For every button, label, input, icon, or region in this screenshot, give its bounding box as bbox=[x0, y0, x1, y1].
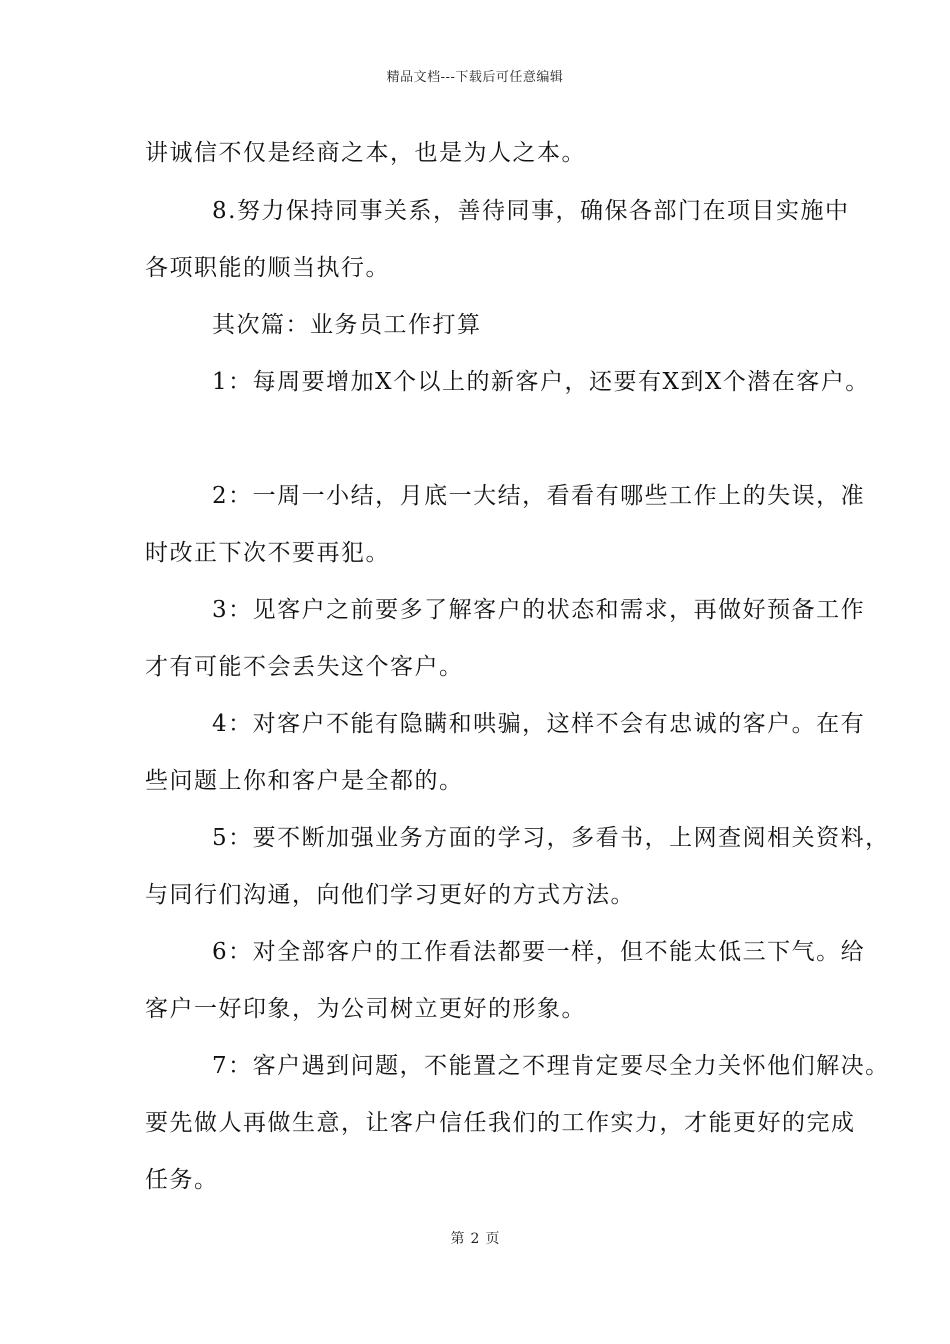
page-label-suffix: 页 bbox=[485, 1231, 500, 1247]
body-line: 客户一好印象，为公司树立更好的形象。 bbox=[145, 996, 586, 1022]
page-footer bbox=[0, 1228, 950, 1248]
body-line: 1：每周要增加X个以上的新客户，还要有X到X个潜在客户。 bbox=[212, 369, 870, 395]
body-line: 各项职能的顺当执行。 bbox=[145, 255, 390, 281]
body-line: 其次篇：业务员工作打算 bbox=[212, 312, 482, 338]
body-line: 6：对全部客户的工作看法都要一样，但不能太低三下气。给 bbox=[212, 939, 866, 965]
body-line: 7：客户遇到问题，不能置之不理肯定要尽全力关怀他们解决。 bbox=[212, 1053, 890, 1079]
body-line: 才有可能不会丢失这个客户。 bbox=[145, 654, 464, 680]
body-line: 与同行们沟通，向他们学习更好的方式方法。 bbox=[145, 882, 635, 908]
body-line: 2：一周一小结，月底一大结，看看有哪些工作上的失误，准 bbox=[212, 483, 866, 509]
body-line: 要先做人再做生意，让客户信任我们的工作实力，才能更好的完成 bbox=[145, 1110, 856, 1136]
body-line: 5：要不断加强业务方面的学习，多看书，上网查阅相关资料， bbox=[212, 825, 890, 851]
body-line: 讲诚信不仅是经商之本，也是为人之本。 bbox=[145, 140, 586, 166]
body-line: 些问题上你和客户是全都的。 bbox=[145, 768, 464, 794]
body-line: 任务。 bbox=[145, 1167, 219, 1193]
page-label-prefix: 第 bbox=[450, 1231, 465, 1247]
page-number: 2 bbox=[470, 1231, 480, 1247]
body-line: 4：对客户不能有隐瞒和哄骗，这样不会有忠诚的客户。在有 bbox=[212, 711, 866, 737]
body-line: 时改正下次不要再犯。 bbox=[145, 540, 390, 566]
page-header: 精品文档---下载后可任意编辑 bbox=[386, 70, 564, 85]
body-line: 3：见客户之前要多了解客户的状态和需求，再做好预备工作 bbox=[212, 597, 866, 623]
body-line: 8.努力保持同事关系，善待同事，确保各部门在项目实施中 bbox=[212, 198, 850, 224]
